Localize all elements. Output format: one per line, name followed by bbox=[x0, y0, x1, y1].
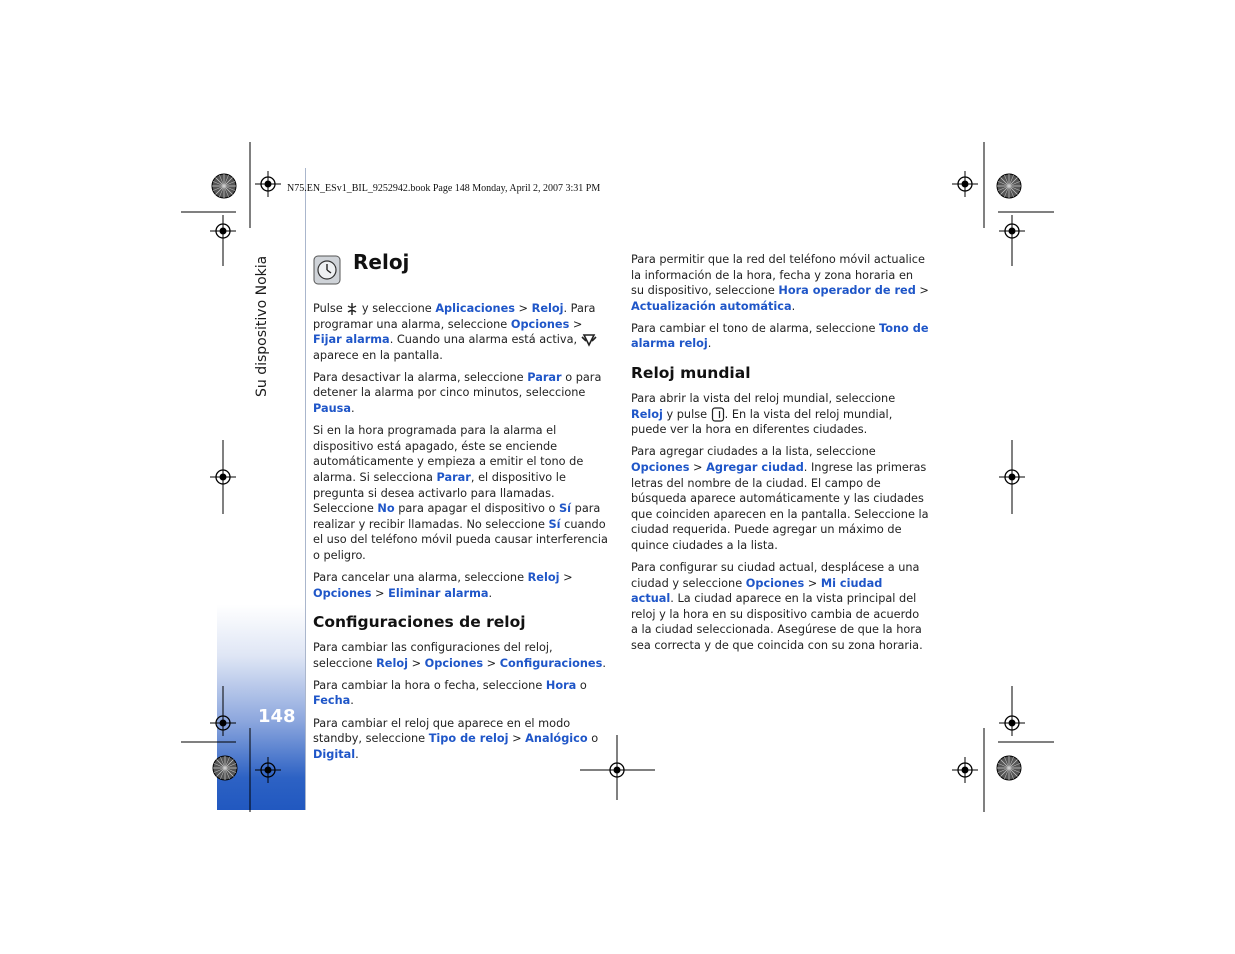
text: > bbox=[514, 302, 532, 315]
section-label: Su dispositivo Nokia bbox=[254, 255, 270, 397]
keyword-opciones: Opciones bbox=[745, 576, 805, 590]
keyword-fecha: Fecha bbox=[313, 694, 351, 708]
text: > bbox=[371, 586, 389, 600]
paragraph bbox=[313, 640, 611, 671]
text: y pulse bbox=[662, 407, 711, 421]
text: . bbox=[707, 337, 712, 351]
text: > bbox=[407, 656, 425, 670]
paragraph bbox=[313, 301, 611, 363]
keyword-opciones: Opciones bbox=[424, 656, 484, 670]
keyword-tono-de-alarma-reloj: Tono de alarma reloj bbox=[631, 321, 929, 351]
text: > bbox=[689, 460, 707, 474]
text: Para cancelar una alarma, seleccione bbox=[313, 571, 528, 584]
text: o bbox=[576, 678, 587, 692]
paragraph bbox=[631, 444, 929, 553]
text: > bbox=[804, 576, 821, 590]
text: Pulse bbox=[313, 302, 347, 315]
paragraph bbox=[313, 570, 611, 601]
page-title: Reloj bbox=[353, 250, 410, 274]
paragraph bbox=[631, 560, 929, 654]
text: Para desactivar la alarma, seleccione bbox=[313, 370, 528, 384]
keyword-reloj: Reloj bbox=[631, 407, 663, 421]
paragraph bbox=[631, 252, 929, 314]
paragraph bbox=[631, 321, 929, 352]
keyword-reloj: Reloj bbox=[527, 571, 560, 584]
keyword-reloj: Reloj bbox=[531, 302, 564, 315]
text: Para cambiar el reloj que aparece en el modo standby, seleccione bbox=[313, 716, 571, 746]
print-header: N75.EN_ESv1_BIL_9252942.book Page 148 Monday, April 2, 2007 3:31 PM bbox=[287, 183, 601, 194]
text: para realizar y recibir llamadas. No seleccione bbox=[313, 502, 601, 531]
keyword-tipo-de-reloj: Tipo de reloj bbox=[428, 732, 509, 746]
right-column bbox=[631, 252, 929, 660]
text: . En la vista del reloj mundial, puede ver la hora en diferentes ciudades. bbox=[631, 407, 893, 437]
section-heading: Reloj mundial bbox=[631, 364, 751, 383]
text: . bbox=[355, 747, 359, 761]
text: Para cambiar la hora o fecha, seleccione bbox=[313, 678, 546, 692]
keyword-agregar-ciudad: Agregar ciudad bbox=[706, 460, 804, 474]
keyword-digital: Digital bbox=[313, 747, 356, 761]
text: y seleccione bbox=[358, 302, 436, 315]
keyword-no: No bbox=[377, 502, 395, 516]
clock-app-icon bbox=[313, 255, 341, 285]
text: . bbox=[488, 586, 493, 600]
text: . bbox=[602, 656, 606, 670]
keyword-configuraciones: Configuraciones bbox=[499, 656, 603, 670]
paragraph bbox=[631, 391, 929, 438]
text: > bbox=[915, 284, 929, 298]
text: . bbox=[351, 402, 355, 416]
keyword-parar: Parar bbox=[436, 470, 471, 484]
page-number: 148 bbox=[258, 706, 296, 727]
paragraph bbox=[313, 716, 611, 763]
text: > bbox=[483, 656, 500, 670]
keyword-mi-ciudad-actual: Mi ciudad actual bbox=[631, 576, 883, 606]
menu-key-icon bbox=[346, 302, 358, 316]
text: Para agregar ciudades a la lista, seleccione bbox=[631, 445, 876, 459]
paragraph bbox=[313, 678, 611, 709]
left-column bbox=[313, 301, 611, 769]
text: > bbox=[508, 732, 526, 746]
text: cuando el uso del teléfono móvil pueda causar interferencia o peligro. bbox=[313, 517, 608, 562]
text: > bbox=[569, 317, 583, 331]
keyword-opciones: Opciones bbox=[313, 586, 372, 600]
paragraph bbox=[313, 423, 611, 563]
text: Para cambiar las configuraciones del reloj, seleccione bbox=[313, 641, 553, 670]
keyword-analogico: Analógico bbox=[525, 732, 588, 746]
text: . bbox=[350, 694, 354, 708]
keyword-fijar-alarma: Fijar alarma bbox=[313, 333, 390, 347]
alarm-indicator-icon bbox=[581, 333, 597, 347]
keyword-reloj: Reloj bbox=[376, 656, 408, 670]
text: para apagar el dispositivo o bbox=[394, 502, 560, 516]
keyword-si: Sí bbox=[548, 517, 561, 531]
keyword-pausa: Pausa bbox=[313, 402, 351, 416]
text: . Ingrese las primeras letras del nombre de la ciudad. El campo de búsqueda aparece automáticamente y las ciudades que coinciden aparecen en la pantalla. Seleccione la ciudad requerida. Puede agregar un máximo de quince ciudades a la lista. bbox=[631, 460, 929, 552]
text: . La ciudad aparece en la vista principal del reloj y la hora en su dispositivo cambia de acuerdo a la ciudad seleccionada. Asegúrese de que la hora sea correcta y de que coincida con su zona horaria. bbox=[631, 592, 923, 652]
keyword-si: Sí bbox=[559, 502, 572, 516]
text: Para abrir la vista del reloj mundial, seleccione bbox=[631, 392, 896, 406]
selection-key-icon bbox=[711, 407, 725, 422]
keyword-opciones: Opciones bbox=[510, 317, 570, 331]
text: o para detener la alarma por cinco minutos, seleccione bbox=[313, 370, 602, 400]
keyword-eliminar-alarma: Eliminar alarma bbox=[388, 586, 489, 600]
paragraph bbox=[313, 370, 611, 417]
section-heading: Configuraciones de reloj bbox=[313, 613, 526, 632]
keyword-actualizacion-automatica: Actualización automática bbox=[631, 299, 792, 313]
text: o bbox=[587, 732, 599, 746]
text: , el dispositivo le pregunta si desea activarlo para llamadas. Seleccione bbox=[313, 470, 566, 516]
keyword-hora: Hora bbox=[545, 678, 577, 692]
text: . bbox=[791, 299, 796, 313]
text: Para permitir que la red del teléfono móvil actualice la información de la hora, fecha y zona horaria en su dispositivo, seleccione bbox=[631, 253, 925, 298]
text: . Para programar una alarma, seleccione bbox=[313, 302, 596, 331]
text: Para cambiar el tono de alarma, seleccione bbox=[631, 321, 880, 335]
text: Para configurar su ciudad actual, desplácese a una ciudad y seleccione bbox=[631, 561, 920, 590]
text: aparece en la pantalla. bbox=[313, 348, 443, 362]
text: Si en la hora programada para la alarma el dispositivo está apagado, éste se enciende automáticamente y empieza a emitir el tono de alarma. Si selecciona bbox=[313, 424, 584, 484]
text: > bbox=[559, 571, 573, 584]
keyword-opciones: Opciones bbox=[631, 460, 690, 474]
keyword-parar: Parar bbox=[527, 370, 562, 384]
keyword-aplicaciones: Aplicaciones bbox=[435, 302, 515, 315]
text: . Cuando una alarma está activa, bbox=[389, 333, 581, 347]
keyword-hora-operador-de-red: Hora operador de red bbox=[778, 284, 916, 298]
